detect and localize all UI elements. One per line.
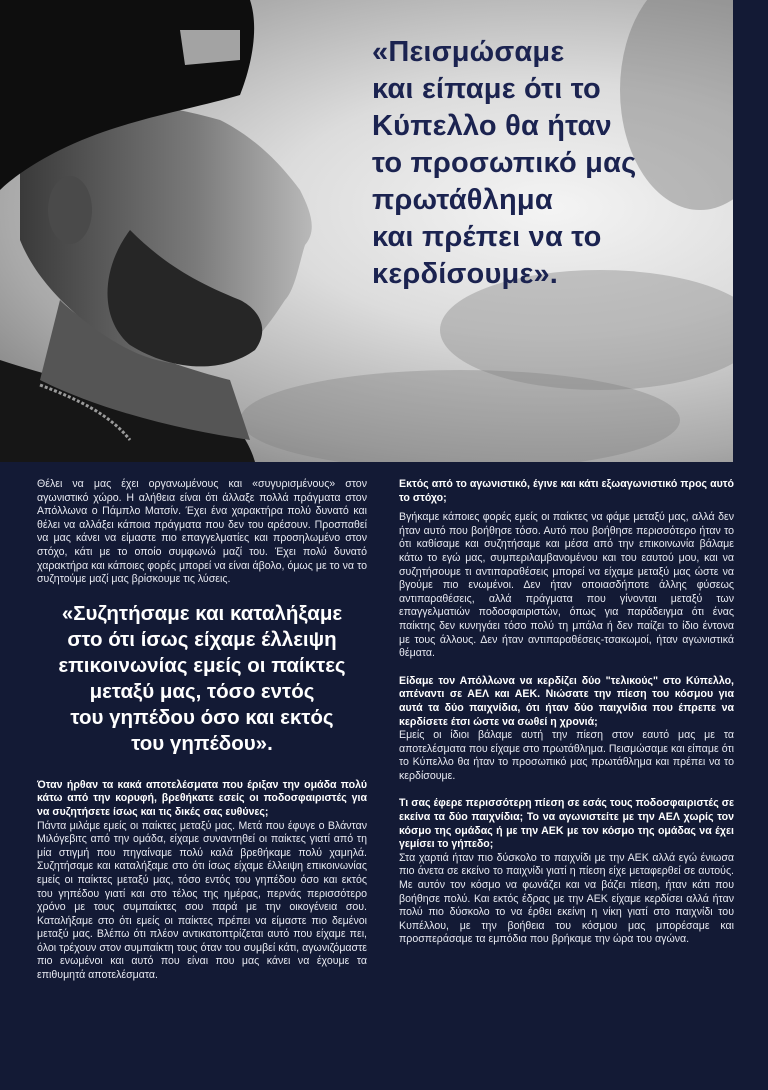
pull-quote-line: «Συζητήσαμε και καταλήξαμε <box>61 601 343 625</box>
hero-quote-line: «Πεισμώσαμε <box>372 36 565 68</box>
left-column <box>37 478 367 983</box>
pull-quote-line: του γηπέδου». <box>131 731 273 755</box>
right-column <box>399 478 734 947</box>
hero-quote-line: και πρέπει να το <box>372 221 602 253</box>
interview-question: Είδαμε τον Απόλλωνα να κερδίζει δύο "τελικούς" στο Κύπελλο, απέναντι σε ΑΕΛ και ΑΕΚ. Νιώσατε την πίεση του κόσμου για αυτά τα δύο παιχνίδια, ότι ήταν δύο παιχνίδια που έπρεπε να κερδίσετε έτσι ώστε να σωθεί η χρονιά; <box>399 674 734 728</box>
interview-question: Όταν ήρθαν τα κακά αποτελέσματα που έριξαν την ομάδα πολύ κάτω από την κορυφή, βρεθήκατε εσείς οι ποδοσφαιριστές για να συζητήσετε ίσως και τις δικές σας ευθύνες; <box>37 778 367 818</box>
interview-question: Εκτός από το αγωνιστικό, έγινε και κάτι εξωαγωνιστικό προς αυτό το στόχο; <box>399 478 734 504</box>
hero-quote-line: το προσωπικό μας <box>372 147 637 179</box>
interview-question: Τι σας έφερε περισσότερη πίεση σε εσάς τους ποδοσφαιριστές σε εκείνα τα δύο παιχνίδια; Το να αγωνιστείτε με την ΑΕΛ χωρίς τον κόσμο της ομάδας ή με την ΑΕΚ με τον κόσμο της ομάδας να έχει γεμίσει το γήπεδο; <box>399 797 734 851</box>
interview-answer: Στα χαρτιά ήταν πιο δύσκολο το παιχνίδι με την ΑΕΚ αλλά εγώ ένιωσα πιο άνετα σε εκείνο το παιχνίδι γιατί η πίεση είχε μεταφερθεί σε αυτούς. Με αυτόν τον κόσμο να φωνάζει και να βάζει πίεση, ήταν κάτι που βοήθησε πολύ. Και εκτός έδρας με την ΑΕΚ είχαμε κερδίσει αλλά ήταν πολύ πιο δύσκολο το να έρθει εκείνη η νίκη γιατί στο παιχνίδι του Κυπέλλου, με την βοήθεια του κόσμου μας μπορέσαμε και προσπεράσαμε τα εμπόδια που βρήκαμε την ώρα του αγώνα. <box>399 851 734 946</box>
hero-section <box>0 0 733 462</box>
pull-quote-line: του γηπέδου όσο και εκτός <box>70 705 334 729</box>
pull-quote-line: επικοινωνίας εμείς οι παίκτες <box>58 653 346 677</box>
interview-answer: Εμείς οι ίδιοι βάλαμε αυτή την πίεση στον εαυτό μας με τα αποτελέσματα που είχαμε στο πρωτάθλημα. Πεισμώσαμε και είπαμε ότι το Κύπελλο θα ήταν το προσωπικό μας πρωτάθλημα και πρέπει να το κερδίσουμε. <box>399 729 734 782</box>
pull-quote-line: μεταξύ μας, τόσο εντός <box>89 679 315 703</box>
interview-answer: Πάντα μιλάμε εμείς οι παίκτες μεταξύ μας. Μετά που έφυγε ο Βλάνταν Μιλόγεβιτς από την ομάδα, είχαμε συναντηθεί οι παίκτες γιατί από τη μία στιγμή που πηγαίναμε πολύ καλά βρεθήκαμε πολύ χαμηλά. Συζητήσαμε και καταλήξαμε στο ότι ίσως είχαμε έλλειψη επικοινωνίας εμείς οι παίκτες μεταξύ μας, τόσο εντός του γηπέδου όσο και εκτός του γηπέδου γιατί και στο τέλος της ημέρας, περνάς περισσότερο χρόνο με τους συμπαίκτες σου παρά με την οικογένεια σου. Καταλήξαμε στο ότι εμείς οι παίκτες πρέπει να είμαστε πιο δεμένοι μεταξύ μας. Βλέπω ότι πλέον αντικατοπτρίζεται αυτό που είχαμε πει, όλοι τρέχουν στον συμπαίκτη τους όταν του συμβεί κάτι, αγωνιζόμαστε πιο ενωμένοι και αυτό που είναι που μας κάνει να έχουμε τα επιθυμητά αποτελέσματα. <box>37 819 367 982</box>
hero-quote-line: κερδίσουμε». <box>372 258 559 290</box>
intro-paragraph: Θέλει να μας έχει οργανωμένους και «συγυρισμένους» στον αγωνιστικό χώρο. Η αλήθεια είναι ότι άλλαξε πολλά πράγματα στον Απόλλωνα ο Πάμπλο Ματσίν. Έχει ένα χαρακτήρα πολύ δυνατό και θέλει να αλλάξει κάποια πράγματα που δεν του αρέσουν. Προσπαθεί να μας κάνει να είμαστε πιο επαγγελματίες και προσηλωμένο στον στόχο, κάτι με το οποίο συμφωνώ μαζί του. Έχει πολύ δυνατό χαρακτήρα και κάποιες φορές μπορεί να είναι άβολο, όμως με το να το συζητούμε μαζί μας βρίσκουμε τις λύσεις. <box>37 478 367 586</box>
hero-quote-line: πρωτάθλημα <box>372 184 553 216</box>
column-pull-quote <box>37 601 367 757</box>
interview-answer: Βγήκαμε κάποιες φορές εμείς οι παίκτες να φάμε μεταξύ μας, αλλά δεν ήταν αυτό που βοήθησε τόσο. Αυτό που βοήθησε περισσότερο ήταν το ότι καθίσαμε και συζητήσαμε και μέσα από την επικοινωνία βάλαμε κάτω το εγώ μας, συμπεριλαμβανομένου και του εαυτού μου, και να συζητήσουμε τι αντιπαραθέσεις μπορεί να είχαμε μεταξύ μας ώστε να βγούμε πιο ενωμένοι. Δεν ήταν οποιασδήποτε άλλης φύσεως αντιπαραθέσεις, αλλά πράγματα που γίνονται μεταξύ των επαγγελματιών ποδοσφαιριστών, όπως για παράδειγμα ότι ένας παίκτης δεν κυνηγάει τόσο πολύ τη μπάλα ή δεν παίζει το ίδιο έντονα με τους άλλους. Δεν ήταν αντιπαραθέσεις-τσακωμοί, ήταν αγωνιστικά θέματα. <box>399 511 734 660</box>
pull-quote-line: στο ότι ίσως είχαμε έλλειψη <box>67 627 337 651</box>
hero-quote-line: και είπαμε ότι το <box>372 73 601 105</box>
right-edge-strip <box>733 0 768 1090</box>
hero-quote-line: Κύπελλο θα ήταν <box>372 110 612 142</box>
hero-pull-quote <box>372 34 722 293</box>
